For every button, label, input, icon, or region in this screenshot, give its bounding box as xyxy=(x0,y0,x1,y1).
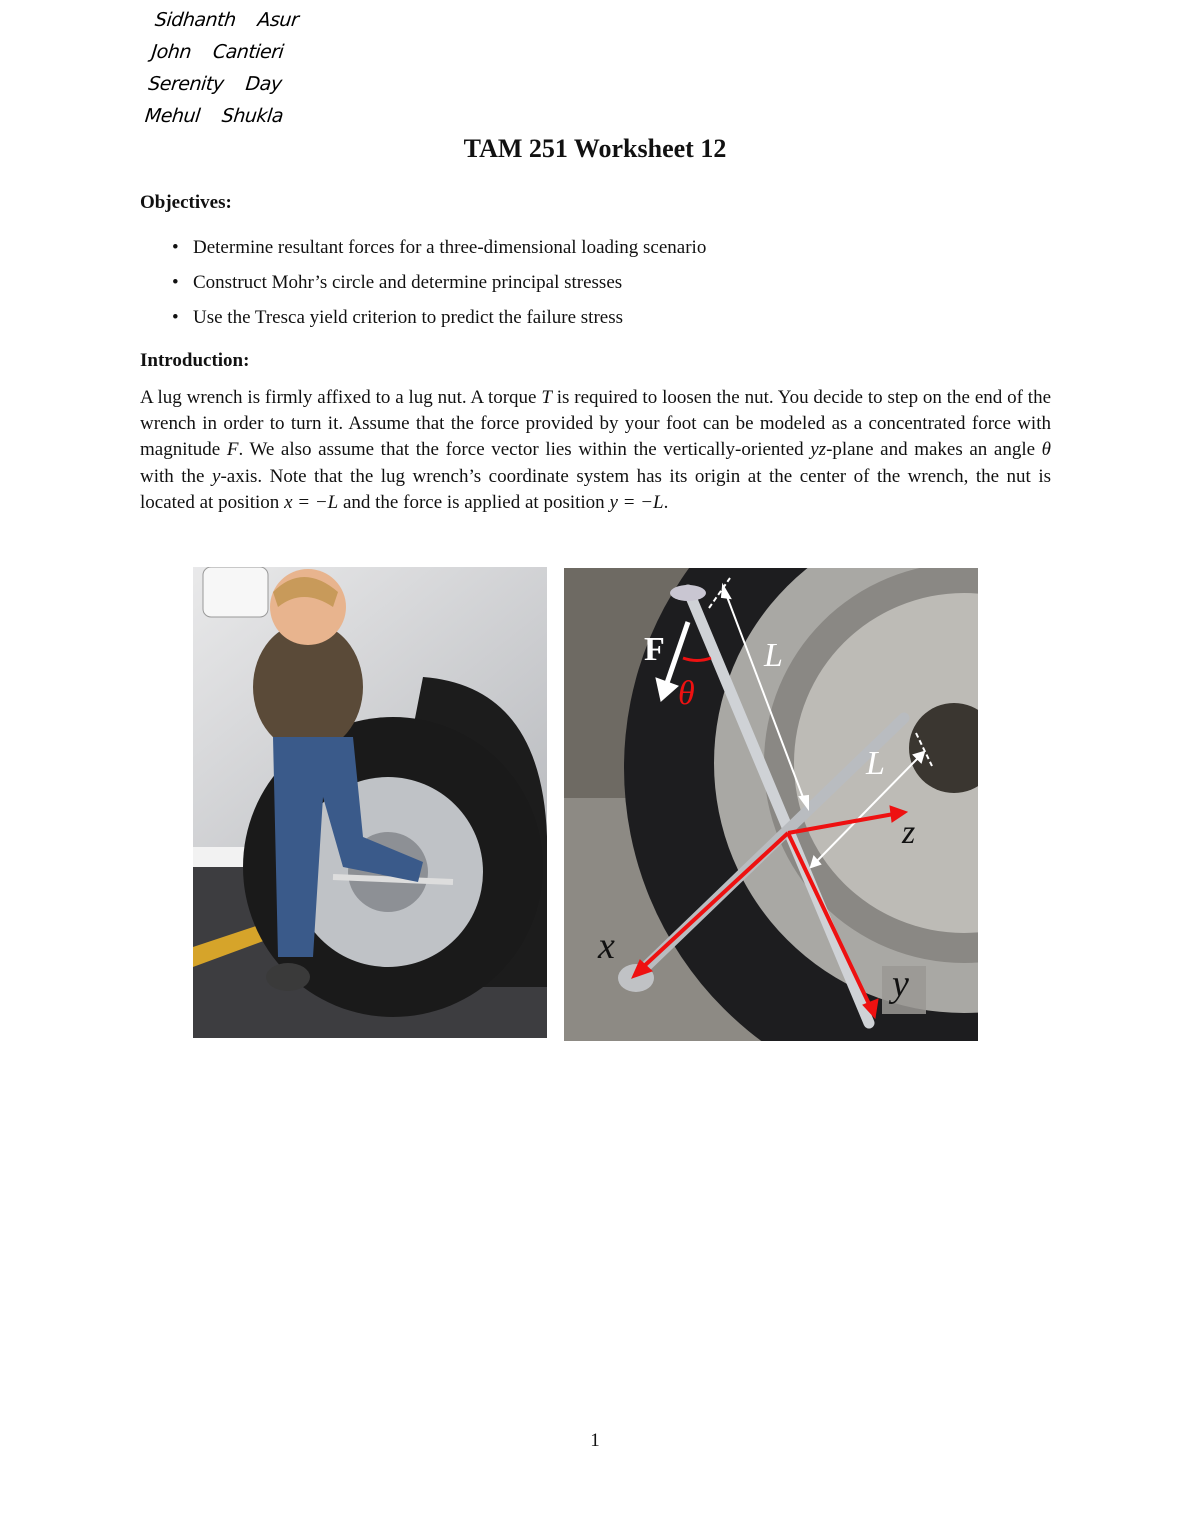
text: with the xyxy=(140,465,212,487)
math: T xyxy=(541,387,552,408)
introduction-paragraph xyxy=(140,385,1051,516)
page-number: 1 xyxy=(590,1430,600,1451)
signature xyxy=(143,100,290,132)
handwritten-signatures xyxy=(143,4,300,132)
figure-wrench-coordinate-system xyxy=(564,568,978,1041)
signature-last: Day xyxy=(244,73,283,95)
objectives-list xyxy=(140,233,706,338)
text: . We also assume that the force vector lies within the vertically-oriented xyxy=(238,439,811,461)
text: and the force is applied at position xyxy=(338,491,610,513)
wrench-socket xyxy=(670,585,706,601)
math: F xyxy=(226,439,239,461)
text: . xyxy=(663,491,669,513)
signature xyxy=(153,4,300,36)
math: y xyxy=(212,465,221,487)
objectives-heading: Objectives: xyxy=(140,192,232,213)
text: -plane and makes an angle xyxy=(826,439,1042,461)
y-axis-label: y xyxy=(892,963,909,1005)
signature-first: Serenity xyxy=(147,73,225,95)
length-label: L xyxy=(764,637,783,674)
math: θ xyxy=(1041,439,1052,461)
math: yz xyxy=(810,439,827,461)
force-label: F xyxy=(644,631,665,668)
introduction-heading: Introduction: xyxy=(140,350,250,371)
x-axis-label: x xyxy=(598,925,615,967)
math: y = −L xyxy=(609,491,664,513)
page-title: TAM 251 Worksheet 12 xyxy=(463,134,727,163)
objective-item: • Determine resultant forces for a three-dimensional loading scenario xyxy=(193,233,706,268)
objective-item: • Construct Mohr’s circle and determine principal stresses xyxy=(193,268,706,303)
length-label: L xyxy=(866,745,885,782)
text: -axis. Note that the lug wrench’s coordinate system has its origin at the center of the wrench, the nut is located at position xyxy=(140,465,1051,513)
signature-first: Mehul xyxy=(143,105,202,127)
z-axis-label: z xyxy=(902,814,916,851)
text: is required to loosen the nut. You decide to step on the end of the wrench in order to turn it. Assume that the force provided by your foot can be modeled as a concentrated force with magnitude xyxy=(140,387,1051,461)
signature xyxy=(147,68,294,100)
angle-label: θ xyxy=(678,675,695,712)
signature-last: Asur xyxy=(256,9,300,31)
signature-first: John xyxy=(150,41,193,63)
signature-last: Cantieri xyxy=(211,41,285,63)
signature-last: Shukla xyxy=(220,105,285,127)
signature-first: Sidhanth xyxy=(153,9,237,31)
objective-item: • Use the Tresca yield criterion to predict the failure stress xyxy=(193,303,706,338)
photo-child-on-wrench xyxy=(193,567,547,1038)
text: A lug wrench is firmly affixed to a lug nut. A torque xyxy=(140,387,542,408)
math: x = −L xyxy=(284,491,339,513)
signature xyxy=(150,36,297,68)
